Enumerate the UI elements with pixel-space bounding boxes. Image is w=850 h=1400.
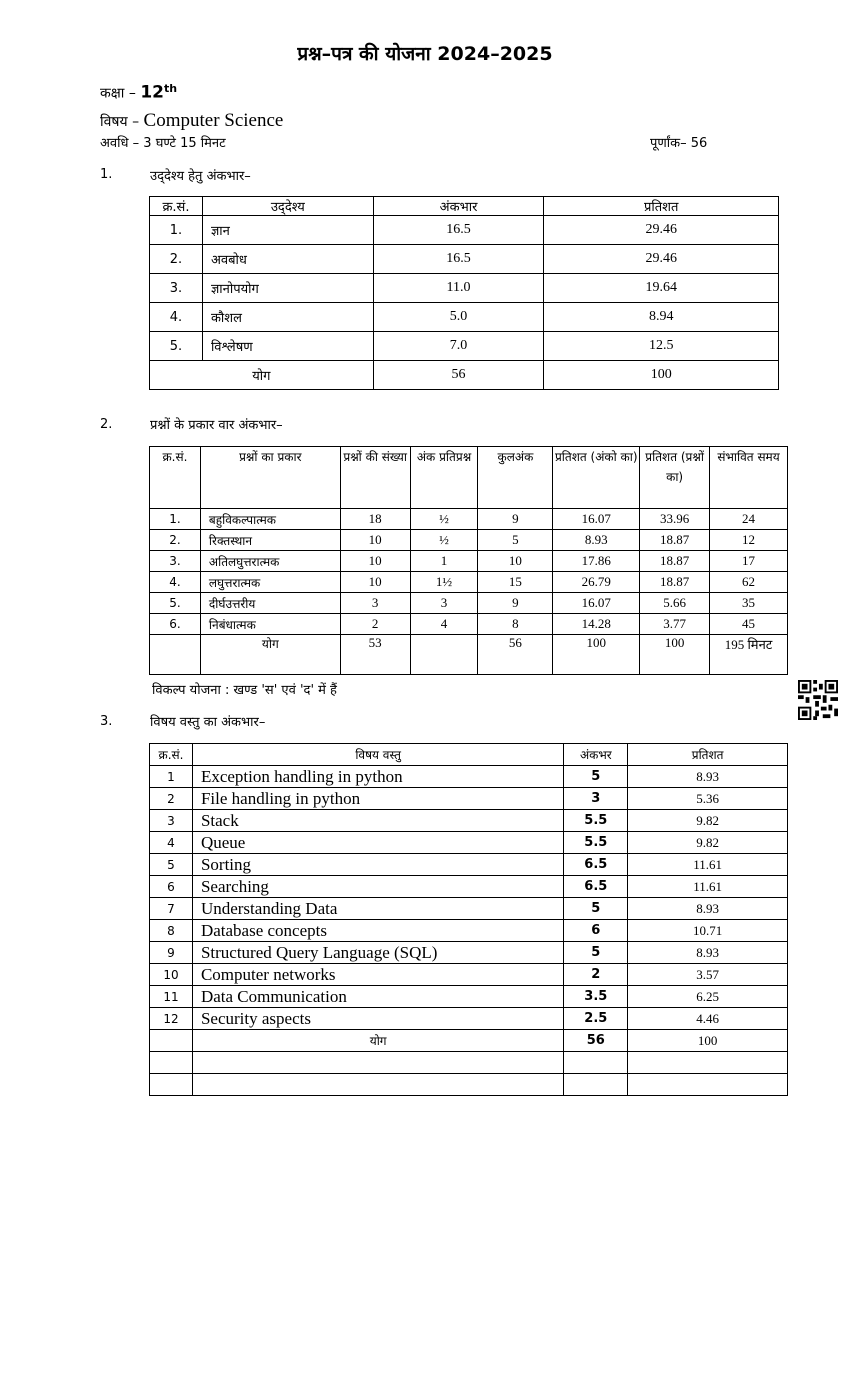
cell-marks: 3.5 xyxy=(564,986,628,1008)
table-row xyxy=(150,810,788,832)
cell-marks: 6.5 xyxy=(564,854,628,876)
table-row xyxy=(150,614,788,635)
cell-count: 10 xyxy=(340,551,410,572)
col-header: प्रतिशत (अंको का) xyxy=(553,447,640,509)
total-blank xyxy=(150,1030,193,1052)
cell-sn: 12 xyxy=(150,1008,193,1030)
table-row xyxy=(150,593,788,614)
cell-count: 18 xyxy=(340,509,410,530)
cell-topic: Exception handling in python xyxy=(192,766,563,788)
cell-percent: 12.5 xyxy=(544,332,779,361)
page-title: प्रश्न–पत्र की योजना 2024–2025 xyxy=(297,43,553,65)
col-header: क्र.सं. xyxy=(150,197,203,216)
table-header-row xyxy=(150,197,779,216)
cell-topic: Understanding Data xyxy=(192,898,563,920)
cell-percent: 3.57 xyxy=(628,964,788,986)
col-header: प्रतिशत xyxy=(628,744,788,766)
empty-row xyxy=(150,1074,788,1096)
table-row xyxy=(150,1008,788,1030)
cell-type: अतिलघुत्तरात्मक xyxy=(200,551,340,572)
cell-sn: 8 xyxy=(150,920,193,942)
table-row xyxy=(150,876,788,898)
cell-marks: 5.5 xyxy=(564,810,628,832)
cell-percent-questions: 3.77 xyxy=(640,614,710,635)
table-row xyxy=(150,942,788,964)
total-marks-each xyxy=(410,635,478,675)
cell-percent-questions: 33.96 xyxy=(640,509,710,530)
cell-percent-marks: 14.28 xyxy=(553,614,640,635)
col-header: विषय वस्तु xyxy=(192,744,563,766)
cell-marks-each: ½ xyxy=(410,509,478,530)
cell-marks: 5 xyxy=(564,942,628,964)
cell-percent-marks: 17.86 xyxy=(553,551,640,572)
cell-objective: ज्ञान xyxy=(202,216,373,245)
cell-objective: कौशल xyxy=(202,303,373,332)
duration: अवधि – 3 घण्टे 15 मिनट xyxy=(100,136,226,151)
cell-sn: 3. xyxy=(150,274,203,303)
table-row xyxy=(150,920,788,942)
total-percent: 100 xyxy=(628,1030,788,1052)
cell-percent-questions: 18.87 xyxy=(640,551,710,572)
cell-sn: 4. xyxy=(150,572,201,593)
cell-topic: Sorting xyxy=(192,854,563,876)
class-line xyxy=(100,82,177,103)
cell-sn: 5. xyxy=(150,593,201,614)
cell-topic: Searching xyxy=(192,876,563,898)
cell-count: 2 xyxy=(340,614,410,635)
total-marks: 56 xyxy=(373,361,544,390)
cell-sn: 9 xyxy=(150,942,193,964)
cell-total: 15 xyxy=(478,572,553,593)
table-row xyxy=(150,551,788,572)
cell-total: 8 xyxy=(478,614,553,635)
table-total-row xyxy=(150,361,779,390)
cell-marks: 6.5 xyxy=(564,876,628,898)
cell-percent: 9.82 xyxy=(628,832,788,854)
col-header: क्र.सं. xyxy=(150,744,193,766)
objective-table xyxy=(149,196,779,390)
col-header: कुलअंक xyxy=(478,447,553,509)
cell-percent: 19.64 xyxy=(544,274,779,303)
cell-marks-each: 4 xyxy=(410,614,478,635)
cell-percent-marks: 26.79 xyxy=(553,572,640,593)
col-header: संभावित समय xyxy=(710,447,788,509)
cell-percent: 11.61 xyxy=(628,876,788,898)
cell-type: निबंधात्मक xyxy=(200,614,340,635)
cell-count: 10 xyxy=(340,572,410,593)
col-header: अंक प्रतिप्रश्न xyxy=(410,447,478,509)
section2-number: 2. xyxy=(100,417,113,432)
total-count: 53 xyxy=(340,635,410,675)
cell-objective: विश्लेषण xyxy=(202,332,373,361)
cell-sn: 10 xyxy=(150,964,193,986)
full-marks: पूर्णांक– 56 xyxy=(650,136,708,151)
cell-marks: 16.5 xyxy=(373,216,544,245)
cell-percent-marks: 8.93 xyxy=(553,530,640,551)
section1-title: उद्‌देश्य हेतु अंकभार– xyxy=(150,169,251,184)
col-header: अंकभर xyxy=(564,744,628,766)
cell-topic: Stack xyxy=(192,810,563,832)
table-row xyxy=(150,964,788,986)
cell-marks: 2 xyxy=(564,964,628,986)
cell-time: 45 xyxy=(710,614,788,635)
cell-sn: 2. xyxy=(150,530,201,551)
table-row xyxy=(150,766,788,788)
total-percent: 100 xyxy=(544,361,779,390)
total-time: 195 मिनट xyxy=(710,635,788,675)
total-label: योग xyxy=(192,1030,563,1052)
cell-percent: 29.46 xyxy=(544,216,779,245)
table-row xyxy=(150,303,779,332)
cell-sn: 1. xyxy=(150,216,203,245)
cell-percent-questions: 18.87 xyxy=(640,572,710,593)
class-label: कक्षा – xyxy=(100,85,136,102)
cell-percent: 10.71 xyxy=(628,920,788,942)
cell-type: लघुत्तरात्मक xyxy=(200,572,340,593)
cell-total: 10 xyxy=(478,551,553,572)
cell-marks: 2.5 xyxy=(564,1008,628,1030)
cell-marks: 3 xyxy=(564,788,628,810)
cell-topic: Security aspects xyxy=(192,1008,563,1030)
cell-percent: 11.61 xyxy=(628,854,788,876)
table-row xyxy=(150,216,779,245)
table-row xyxy=(150,832,788,854)
cell-sn: 1. xyxy=(150,509,201,530)
table-row xyxy=(150,898,788,920)
table-row xyxy=(150,572,788,593)
total-blank xyxy=(150,635,201,675)
cell-sn: 2. xyxy=(150,245,203,274)
col-header: प्रश्नों का प्रकार xyxy=(200,447,340,509)
cell-sn: 11 xyxy=(150,986,193,1008)
table-row xyxy=(150,986,788,1008)
cell-percent-marks: 16.07 xyxy=(553,509,640,530)
table-row xyxy=(150,788,788,810)
table-header-row xyxy=(150,447,788,509)
cell-topic: Database concepts xyxy=(192,920,563,942)
cell-type: बहुविकल्पात्मक xyxy=(200,509,340,530)
cell-marks: 5.0 xyxy=(373,303,544,332)
empty-row xyxy=(150,1052,788,1074)
total-label: योग xyxy=(200,635,340,675)
cell-objective: अवबोध xyxy=(202,245,373,274)
cell-time: 12 xyxy=(710,530,788,551)
cell-sn: 6. xyxy=(150,614,201,635)
col-header: क्र.सं. xyxy=(150,447,201,509)
cell-sn: 4. xyxy=(150,303,203,332)
cell-marks-each: 1 xyxy=(410,551,478,572)
col-header: प्रतिशत xyxy=(544,197,779,216)
cell-marks: 7.0 xyxy=(373,332,544,361)
cell-sn: 1 xyxy=(150,766,193,788)
subject-label: विषय – xyxy=(100,114,140,130)
total-marks: 56 xyxy=(564,1030,628,1052)
qr-code-icon xyxy=(798,680,838,720)
cell-marks: 5 xyxy=(564,766,628,788)
col-header: उद्‌देश्य xyxy=(202,197,373,216)
cell-marks-each: 3 xyxy=(410,593,478,614)
cell-percent-marks: 16.07 xyxy=(553,593,640,614)
cell-time: 24 xyxy=(710,509,788,530)
cell-sn: 3. xyxy=(150,551,201,572)
cell-type: रिक्तस्थान xyxy=(200,530,340,551)
cell-percent-questions: 18.87 xyxy=(640,530,710,551)
class-sup: th xyxy=(164,82,178,95)
cell-sn: 5. xyxy=(150,332,203,361)
col-header: प्रश्नों की संख्या xyxy=(340,447,410,509)
table-total-row xyxy=(150,635,788,675)
table-total-row xyxy=(150,1030,788,1052)
cell-sn: 2 xyxy=(150,788,193,810)
cell-marks: 5 xyxy=(564,898,628,920)
cell-percent: 8.93 xyxy=(628,898,788,920)
cell-percent: 29.46 xyxy=(544,245,779,274)
cell-sn: 6 xyxy=(150,876,193,898)
table-row xyxy=(150,530,788,551)
cell-marks-each: 1½ xyxy=(410,572,478,593)
option-note: विकल्प योजना : खण्ड 'स' एवं 'द' में हैं xyxy=(152,683,337,698)
cell-type: दीर्घउत्तरीय xyxy=(200,593,340,614)
table-row xyxy=(150,509,788,530)
cell-topic: Computer networks xyxy=(192,964,563,986)
cell-total: 9 xyxy=(478,509,553,530)
cell-percent: 8.93 xyxy=(628,942,788,964)
cell-count: 10 xyxy=(340,530,410,551)
section3-number: 3. xyxy=(100,714,113,729)
total-label: योग xyxy=(150,361,374,390)
table-row xyxy=(150,274,779,303)
cell-topic: File handling in python xyxy=(192,788,563,810)
cell-marks: 11.0 xyxy=(373,274,544,303)
cell-topic: Structured Query Language (SQL) xyxy=(192,942,563,964)
subject-value: Computer Science xyxy=(143,110,284,131)
class-value: 12 xyxy=(140,82,164,103)
table-row xyxy=(150,332,779,361)
table-header-row xyxy=(150,744,788,766)
cell-topic: Queue xyxy=(192,832,563,854)
cell-count: 3 xyxy=(340,593,410,614)
cell-marks: 6 xyxy=(564,920,628,942)
cell-total: 9 xyxy=(478,593,553,614)
cell-sn: 7 xyxy=(150,898,193,920)
section1-number: 1. xyxy=(100,167,113,182)
cell-sn: 4 xyxy=(150,832,193,854)
table-row xyxy=(150,854,788,876)
question-type-table xyxy=(149,446,788,675)
cell-marks: 5.5 xyxy=(564,832,628,854)
cell-percent: 6.25 xyxy=(628,986,788,1008)
subject-line xyxy=(100,110,283,132)
content-table xyxy=(149,743,788,1096)
total-percent-questions: 100 xyxy=(640,635,710,675)
cell-percent: 9.82 xyxy=(628,810,788,832)
col-header: प्रतिशत (प्रश्नों का) xyxy=(640,447,710,509)
cell-marks-each: ½ xyxy=(410,530,478,551)
cell-percent: 5.36 xyxy=(628,788,788,810)
total-marks: 56 xyxy=(478,635,553,675)
cell-sn: 5 xyxy=(150,854,193,876)
section3-title: विषय वस्तु का अंकभार– xyxy=(150,715,266,730)
cell-topic: Data Communication xyxy=(192,986,563,1008)
col-header: अंकभार xyxy=(373,197,544,216)
cell-objective: ज्ञानोपयोग xyxy=(202,274,373,303)
cell-time: 35 xyxy=(710,593,788,614)
table-row xyxy=(150,245,779,274)
cell-time: 62 xyxy=(710,572,788,593)
cell-time: 17 xyxy=(710,551,788,572)
total-percent-marks: 100 xyxy=(553,635,640,675)
cell-marks: 16.5 xyxy=(373,245,544,274)
section2-title: प्रश्नों के प्रकार वार अंकभार– xyxy=(150,418,283,433)
cell-percent: 4.46 xyxy=(628,1008,788,1030)
cell-total: 5 xyxy=(478,530,553,551)
cell-percent: 8.93 xyxy=(628,766,788,788)
cell-percent-questions: 5.66 xyxy=(640,593,710,614)
cell-percent: 8.94 xyxy=(544,303,779,332)
cell-sn: 3 xyxy=(150,810,193,832)
